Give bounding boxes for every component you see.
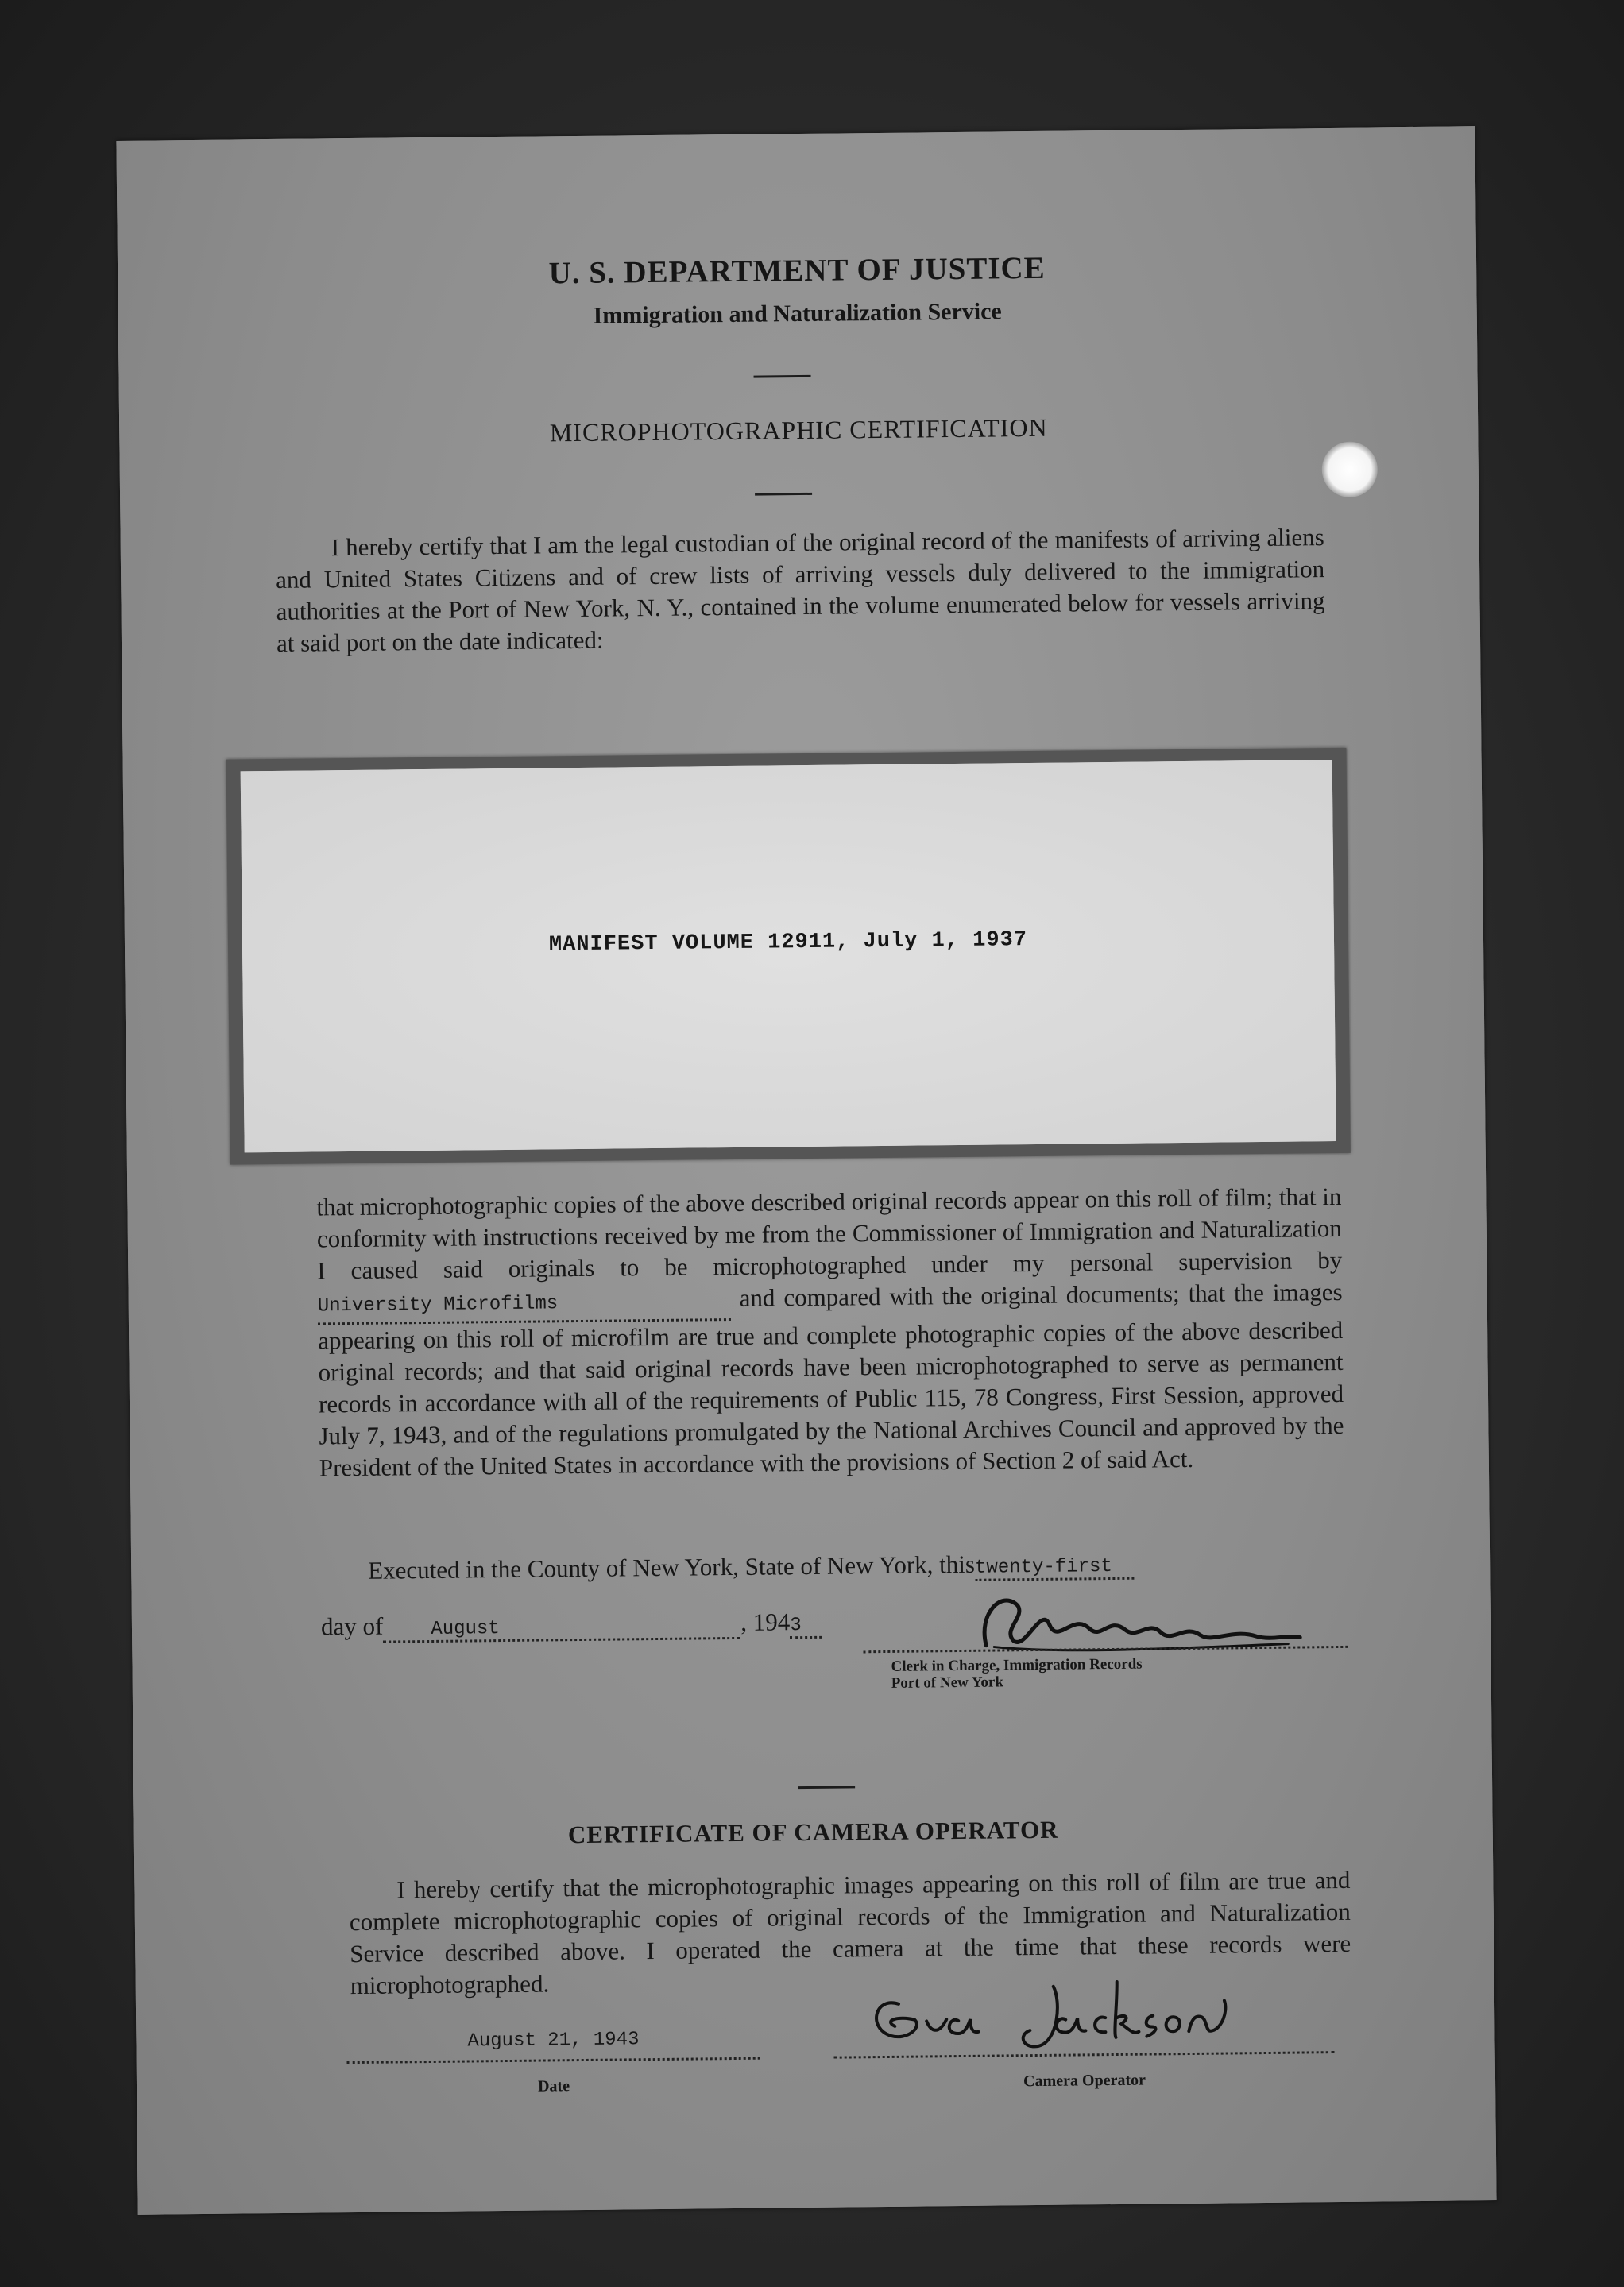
department-heading: U. S. DEPARTMENT OF JUSTICE	[548, 250, 1046, 291]
clerk-title	[891, 1654, 1367, 1692]
clerk-title-line-1: Clerk in Charge, Immigration Records	[891, 1655, 1143, 1675]
camera-certificate-title: CERTIFICATE OF CAMERA OPERATOR	[567, 1815, 1059, 1849]
month-value: August	[431, 1618, 500, 1640]
clerk-title-line-2: Port of New York	[891, 1674, 1004, 1692]
year-value: 3	[790, 1615, 802, 1637]
manifest-volume-label: MANIFEST VOLUME 12911, July 1, 1937	[548, 928, 1028, 958]
executed-text: Executed in the County of New York, State of New York, this	[368, 1550, 976, 1585]
divider	[755, 493, 812, 496]
body-part-2: and compared with the original documents; that the images appearing on this roll of microfilm are true and complete photographic copies of the above described original records; and that said original records have been microphotographed to serve as permanent records in accordance with all of the requirements of Public 115, 78 Congress, First Session, approved July 7, 1943, and of the regulations promulgated by the National Archives Council and approved by the President of the United States in accordance with the provisions of Section 2 of said Act.	[318, 1277, 1344, 1482]
month-field	[383, 1608, 740, 1643]
intro-paragraph: I hereby certify that I am the legal custodian of the original record of the manifests of arriving aliens and United States Citizens and of crew lists of arriving vessels duly delivered to the immigration authorities at the Port of New York, N. Y., contained in the volume enumerated below for vessels arriving at said port on the date indicated:	[275, 523, 1325, 657]
film-light-spot	[1321, 441, 1378, 497]
supervisor-value: University Microfilms	[317, 1293, 559, 1318]
camera-certificate-text: I hereby certify that the microphotographic images appearing on this roll of film are true and complete microphotographic copies of original records of the Immigration and Naturalization Service described above. I operated the camera at the time that these records were microphotographed.	[349, 1865, 1351, 2000]
camera-date-value: August 21, 1943	[467, 2029, 640, 2053]
day-field	[975, 1549, 1134, 1581]
service-heading: Immigration and Naturalization Service	[593, 298, 1002, 329]
date-executed-line	[321, 1606, 957, 1643]
divider	[754, 375, 811, 378]
camera-date-label: Date	[537, 2077, 570, 2095]
year-prefix: , 194	[740, 1608, 791, 1636]
certificate-page	[116, 126, 1496, 2215]
divider	[798, 1786, 855, 1789]
day-value: twenty-first	[974, 1555, 1112, 1579]
day-of-label: day of	[320, 1612, 384, 1641]
body-part-1: that microphotographic copies of the above described original records appear on this roll of film; that in conformity with instructions received by me from the Commissioner of Immigration and Naturalization I caused said originals to be microphotographed under my personal supervision by	[316, 1182, 1343, 1285]
camera-date-line	[347, 2057, 760, 2064]
supervisor-field	[317, 1283, 730, 1325]
certification-body	[316, 1181, 1344, 1484]
certification-title: MICROPHOTOGRAPHIC CERTIFICATION	[549, 412, 1048, 447]
year-field	[790, 1608, 822, 1639]
camera-operator-label: Camera Operator	[1023, 2071, 1146, 2091]
